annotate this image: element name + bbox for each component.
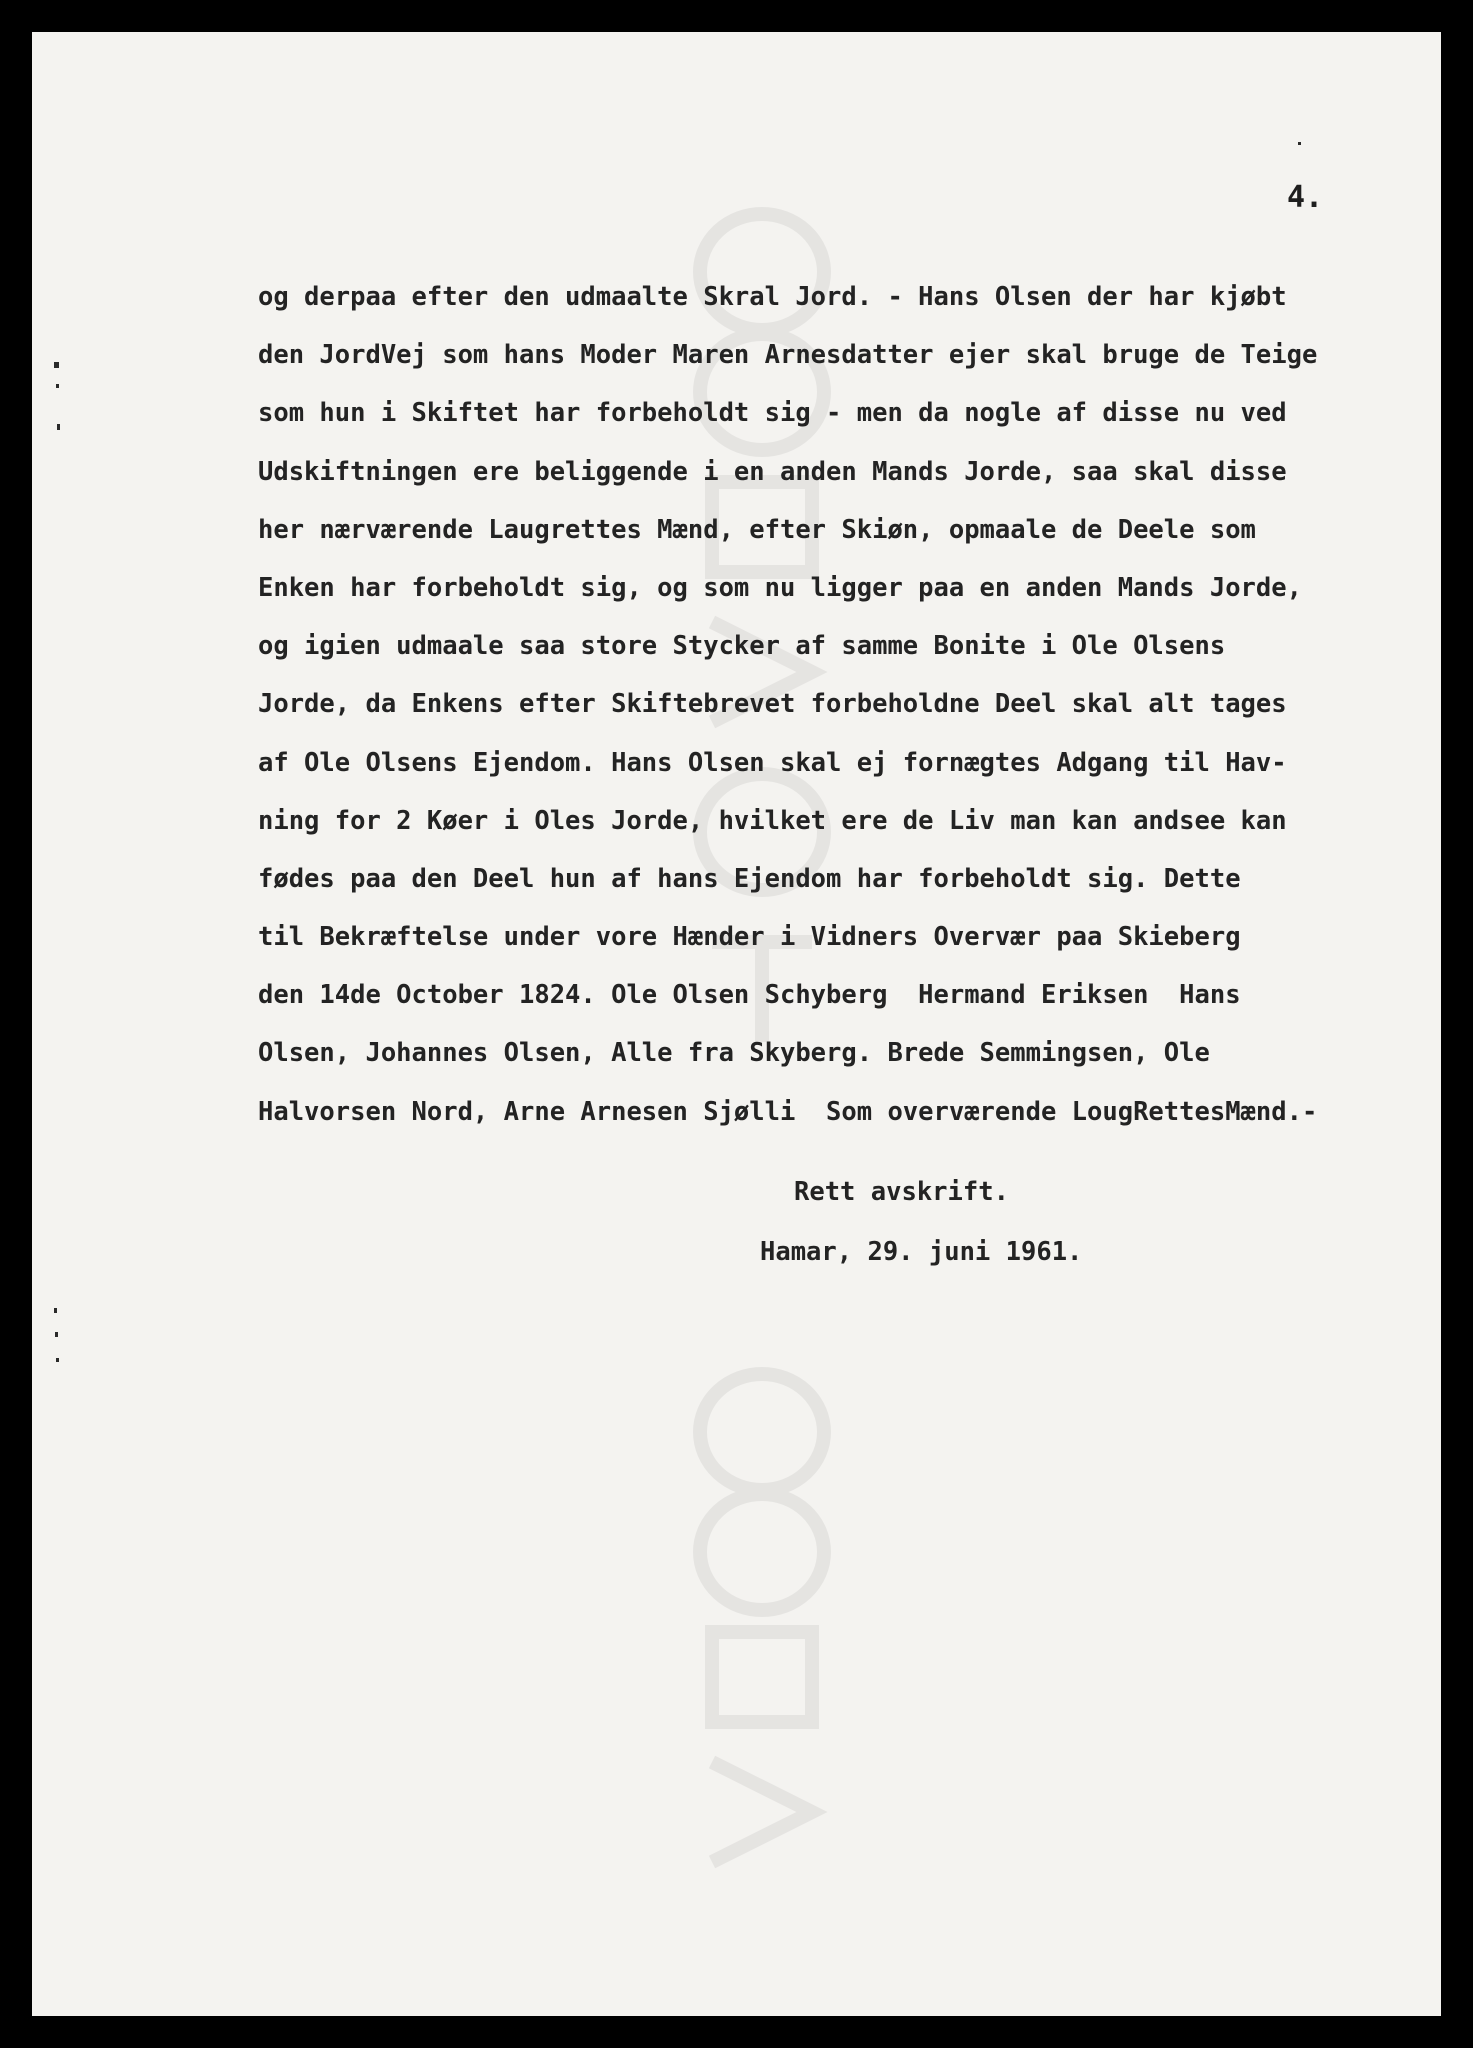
- text-line: og derpaa efter den udmaalte Skral Jord. - Hans Olsen der har kjøbt: [258, 282, 1287, 312]
- document-body: [258, 268, 1428, 1141]
- text-line: ning for 2 Køer i Oles Jorde, hvilket ere de Liv man kan andsee kan: [258, 805, 1287, 836]
- margin-mark: [56, 384, 59, 388]
- place-date-line: Hamar, 29. juni 1961.: [760, 1237, 1083, 1267]
- text-line: Halvorsen Nord, Arne Arnesen Sjølli Som overværende LougRettesMænd.-: [258, 1096, 1318, 1127]
- text-line: til Bekræftelse under vore Hænder i Vidners Overvær paa Skieberg: [258, 922, 1241, 953]
- margin-mark: [54, 362, 59, 368]
- text-line: fødes paa den Deel hun af hans Ejendom har forbeholdt sig. Dette: [258, 863, 1241, 894]
- page-number: 4.: [1287, 180, 1324, 215]
- margin-mark: [54, 1308, 57, 1313]
- closing-block: [760, 1162, 1082, 1282]
- text-line: og igien udmaale saa store Stycker af samme Bonite i Ole Olsens: [258, 631, 1226, 662]
- text-line: Udskiftningen ere beliggende i en anden Mands Jorde, saa skal disse: [258, 456, 1287, 487]
- document-page: [32, 32, 1441, 2016]
- margin-mark: [1298, 142, 1301, 145]
- text-line: Olsen, Johannes Olsen, Alle fra Skyberg. Brede Semmingsen, Ole: [258, 1038, 1210, 1069]
- text-line: som hun i Skiftet har forbeholdt sig - men da nogle af disse nu ved: [258, 398, 1287, 429]
- text-line: den 14de October 1824. Ole Olsen Schyberg Hermand Eriksen Hans: [258, 980, 1241, 1011]
- text-line: Enken har forbeholdt sig, og som nu ligger paa en anden Mands Jorde,: [258, 572, 1302, 603]
- attestation-line: Rett avskrift.: [794, 1177, 1009, 1207]
- text-line: af Ole Olsens Ejendom. Hans Olsen skal ej fornægtes Adgang til Hav-: [258, 747, 1287, 778]
- text-line: den JordVej som hans Moder Maren Arnesdatter ejer skal bruge de Teige: [258, 340, 1318, 371]
- text-line: her nærværende Laugrettes Mænd, efter Skiøn, opmaale de Deele som: [258, 514, 1256, 545]
- margin-mark: [57, 424, 60, 430]
- text-line: Jorde, da Enkens efter Skiftebrevet forbeholdne Deel skal alt tages: [258, 689, 1287, 720]
- margin-mark: [55, 1332, 58, 1337]
- margin-mark: [56, 1358, 59, 1362]
